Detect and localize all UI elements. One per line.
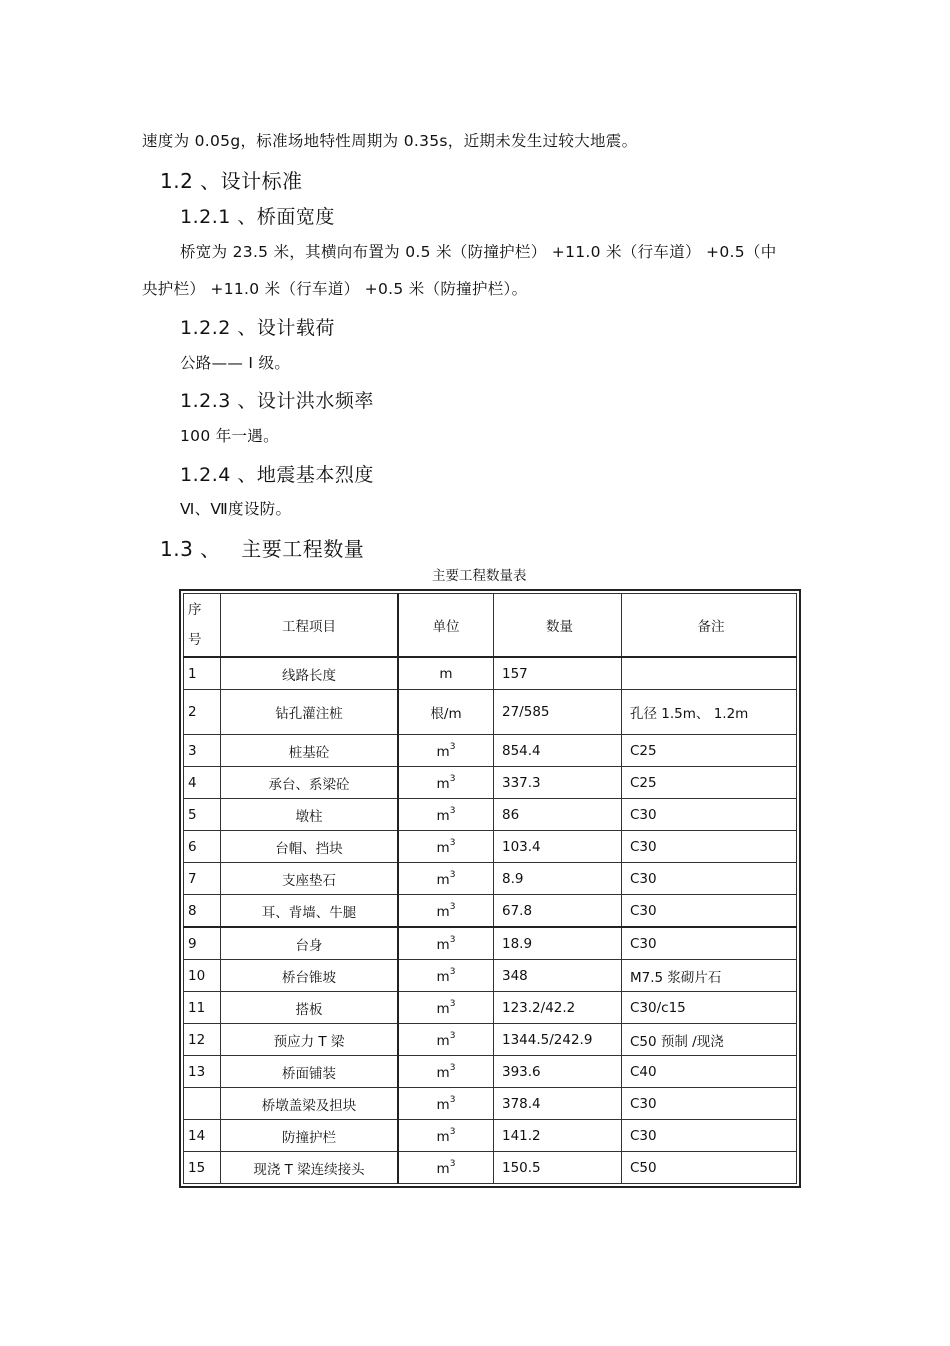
unit-superscript: 3 [449,773,456,784]
cell-note: C30 [622,895,797,928]
table-row [184,1024,797,1056]
cell-note: M7.5 浆砌片石 [622,960,797,992]
cell-item: 现浇 T 梁连续接头 [221,1152,399,1184]
cell-unit: $m^3$ [398,1152,494,1184]
header-index-label: 序 号 [188,602,202,648]
cell-quantity: 18.9 [494,927,622,960]
cell-note: C30 [622,1120,797,1152]
cell-index: 1 [184,657,221,690]
cell-quantity: 393.6 [494,1056,622,1088]
cell-unit: $m^3$ [398,895,494,928]
unit-superscript: 3 [449,998,456,1009]
table-row [184,992,797,1024]
cell-index: 6 [184,831,221,863]
cell-quantity: 854.4 [494,735,622,767]
seismic-text: Ⅵ、Ⅶ度设防。 [180,500,292,518]
heading-1-2-1: 1.2.1 、桥面宽度 [180,206,335,228]
cell-quantity: 378.4 [494,1088,622,1120]
unit-superscript: 3 [449,901,456,912]
quantity-table-frame [179,589,801,1188]
cell-quantity: 86 [494,799,622,831]
cell-unit: $m^3$ [398,863,494,895]
cell-note: C50 [622,1152,797,1184]
cell-note: C30 [622,927,797,960]
cell-index: 11 [184,992,221,1024]
table-row [184,1120,797,1152]
cell-unit: $m^3$ [398,831,494,863]
table-row [184,657,797,690]
cell-quantity: 348 [494,960,622,992]
cell-note: C30 [622,831,797,863]
cell-index: 7 [184,863,221,895]
table-row [184,1056,797,1088]
table-row [184,831,797,863]
heading-1-2-2: 1.2.2 、设计载荷 [180,317,335,339]
cell-note: C30 [622,863,797,895]
cell-item: 台帽、挡块 [221,831,399,863]
cell-unit: m [398,657,494,690]
cell-note [622,657,797,690]
cell-index: 9 [184,927,221,960]
cell-item: 桥面铺装 [221,1056,399,1088]
heading-1-2-4: 1.2.4 、地震基本烈度 [180,464,374,486]
cell-item: 耳、背墙、牛腿 [221,895,399,928]
cell-unit: $m^3$ [398,1024,494,1056]
header-quantity: 数量 [494,594,622,658]
intro-line: 速度为 0.05g，标准场地特性周期为 0.35s，近期未发生过较大地震。 [142,132,638,150]
cell-item: 桩基砼 [221,735,399,767]
table-row [184,799,797,831]
cell-index [184,1088,221,1120]
table-row [184,735,797,767]
unit-superscript: 3 [449,805,456,816]
unit-superscript: 3 [449,1158,456,1169]
cell-note: C30 [622,799,797,831]
cell-quantity: 1344.5/242.9 [494,1024,622,1056]
cell-unit: $m^3$ [398,1056,494,1088]
cell-note: 孔径 1.5m、 1.2m [622,690,797,735]
design-load-text: 公路—— I 级。 [180,354,291,372]
table-caption: 主要工程数量表 [432,568,527,584]
table-header-row [184,594,797,658]
unit-superscript: 3 [449,741,456,752]
unit-superscript: 3 [449,1094,456,1105]
cell-quantity: 27/585 [494,690,622,735]
cell-unit: $m^3$ [398,1120,494,1152]
header-index [184,594,221,658]
cell-index: 10 [184,960,221,992]
cell-item: 钻孔灌注桩 [221,690,399,735]
cell-item: 台身 [221,927,399,960]
cell-quantity: 337.3 [494,767,622,799]
cell-item: 线路长度 [221,657,399,690]
cell-index: 2 [184,690,221,735]
cell-index: 14 [184,1120,221,1152]
unit-superscript: 3 [449,869,456,880]
cell-unit: $m^3$ [398,927,494,960]
cell-unit: 根/m [398,690,494,735]
header-note: 备注 [622,594,797,658]
quantity-table [183,593,797,1184]
cell-index: 8 [184,895,221,928]
cell-unit: $m^3$ [398,992,494,1024]
cell-index: 13 [184,1056,221,1088]
table-row [184,767,797,799]
cell-quantity: 141.2 [494,1120,622,1152]
bridge-width-line1: 桥宽为 23.5 米，其横向布置为 0.5 米（防撞护栏） +11.0 米（行车道） +0.5（中 [180,243,777,261]
cell-item: 预应力 T 梁 [221,1024,399,1056]
unit-superscript: 3 [449,966,456,977]
cell-unit: $m^3$ [398,960,494,992]
bridge-width-line2: 央护栏） +11.0 米（行车道） +0.5 米（防撞护栏）。 [142,280,528,298]
cell-unit: $m^3$ [398,1088,494,1120]
cell-note: C30 [622,1088,797,1120]
cell-index: 3 [184,735,221,767]
cell-quantity: 157 [494,657,622,690]
cell-item: 桥墩盖梁及担块 [221,1088,399,1120]
cell-item: 桥台锥坡 [221,960,399,992]
cell-item: 支座垫石 [221,863,399,895]
cell-quantity: 8.9 [494,863,622,895]
cell-unit: $m^3$ [398,735,494,767]
cell-item: 搭板 [221,992,399,1024]
cell-index: 15 [184,1152,221,1184]
header-unit: 单位 [398,594,494,658]
table-row [184,1152,797,1184]
cell-item: 防撞护栏 [221,1120,399,1152]
table-row [184,895,797,928]
cell-note: C25 [622,767,797,799]
cell-quantity: 67.8 [494,895,622,928]
cell-unit: $m^3$ [398,799,494,831]
header-item: 工程项目 [221,594,399,658]
cell-note: C40 [622,1056,797,1088]
cell-note: C30/c15 [622,992,797,1024]
cell-index: 4 [184,767,221,799]
heading-1-3: 1.3 、 主要工程数量 [160,537,365,561]
cell-quantity: 103.4 [494,831,622,863]
unit-superscript: 3 [449,1126,456,1137]
heading-1-2-3: 1.2.3 、设计洪水频率 [180,390,374,412]
cell-quantity: 150.5 [494,1152,622,1184]
unit-superscript: 3 [449,837,456,848]
cell-note: C25 [622,735,797,767]
table-row [184,863,797,895]
cell-note: C50 预制 /现浇 [622,1024,797,1056]
cell-unit: $m^3$ [398,767,494,799]
heading-1-2: 1.2 、设计标准 [160,169,303,193]
unit-superscript: 3 [449,1030,456,1041]
unit-superscript: 3 [449,934,456,945]
cell-index: 12 [184,1024,221,1056]
cell-item: 墩柱 [221,799,399,831]
flood-frequency-text: 100 年一遇。 [180,427,279,445]
table-row [184,927,797,960]
table-row [184,690,797,735]
table-row [184,1088,797,1120]
cell-item: 承台、系梁砼 [221,767,399,799]
unit-superscript: 3 [449,1062,456,1073]
cell-index: 5 [184,799,221,831]
cell-quantity: 123.2/42.2 [494,992,622,1024]
table-row [184,960,797,992]
